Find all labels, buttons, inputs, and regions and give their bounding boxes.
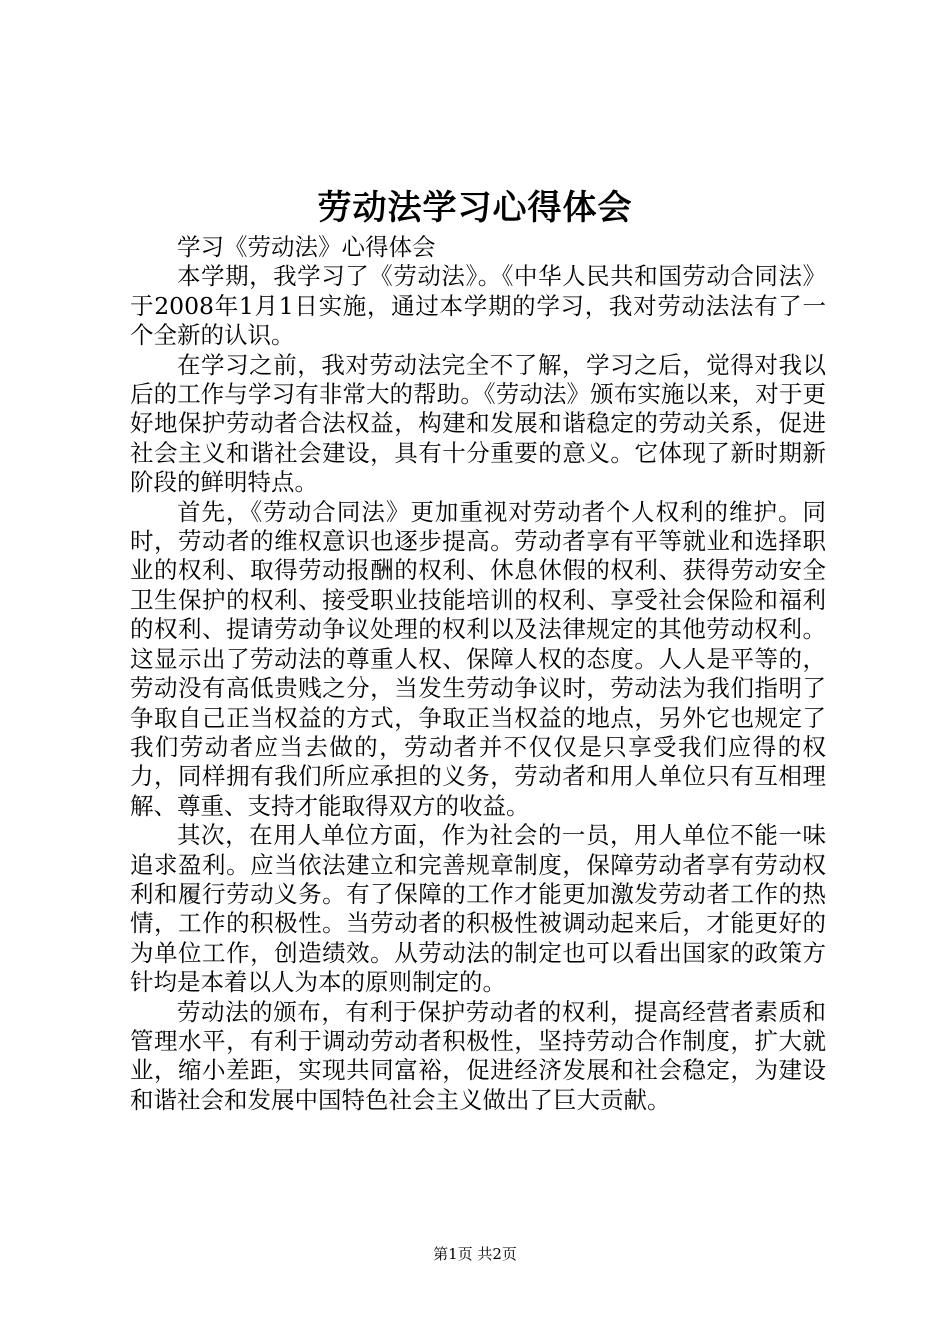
body-paragraph: 首先，《劳动合同法》更加重视对劳动者个人权利的维护。同时，劳动者的维权意识也逐步提高。劳动者享有平等就业和选择职业的权利、取得劳动报酬的权利、休息休假的权利、获得劳动安全卫生保护的权利、接受职业技能培训的权利、享受社会保险和福利的权利、提请劳动争议处理的权利以及法律规定的其他劳动权利。这显示出了劳动法的尊重人权、保障人权的态度。人人是平等的，劳动没有高低贵贱之分，当发生劳动争议时，劳动法为我们指明了争取自己正当权益的方式，争取正当权益的地点，另外它也规定了我们劳动者应当去做的，劳动者并不仅仅是只享受我们应得的权力，同样拥有我们所应承担的义务，劳动者和用人单位只有互相理解、尊重、支持才能取得双方的收益。	[130, 497, 826, 820]
body-paragraph: 其次，在用人单位方面，作为社会的一员，用人单位不能一味追求盈利。应当依法建立和完善规章制度，保障劳动者享有劳动权利和履行劳动义务。有了保障的工作才能更加激发劳动者工作的热情，工作的积极性。当劳动者的积极性被调动起来后，才能更好的为单位工作，创造绩效。从劳动法的制定也可以看出国家的政策方针均是本着以人为本的原则制定的。	[130, 821, 826, 997]
document-body	[130, 233, 826, 1115]
document-title: 劳动法学习心得体会	[317, 188, 633, 228]
subtitle-paragraph: 学习《劳动法》心得体会	[177, 233, 436, 261]
body-paragraph: 劳动法的颁布，有利于保护劳动者的权利，提高经营者素质和管理水平，有利于调动劳动者积极性，坚持劳动合作制度，扩大就业，缩小差距，实现共同富裕，促进经济发展和社会稳定，为建设和谐社会和发展中国特色社会主义做出了巨大贡献。	[130, 997, 826, 1114]
page-number-footer: 第1页 共2页	[433, 1245, 517, 1263]
body-paragraph: 本学期，我学习了《劳动法》。《中华人民共和国劳动合同法》于2008年1月1日实施，通过本学期的学习，我对劳动法法有了一个全新的认识。	[130, 262, 826, 350]
body-paragraph: 在学习之前，我对劳动法完全不了解，学习之后，觉得对我以后的工作与学习有非常大的帮助。《劳动法》颁布实施以来，对于更好地保护劳动者合法权益，构建和发展和谐稳定的劳动关系，促进社会主义和谐社会建设，具有十分重要的意义。它体现了新时期新阶段的鲜明特点。	[130, 350, 826, 497]
